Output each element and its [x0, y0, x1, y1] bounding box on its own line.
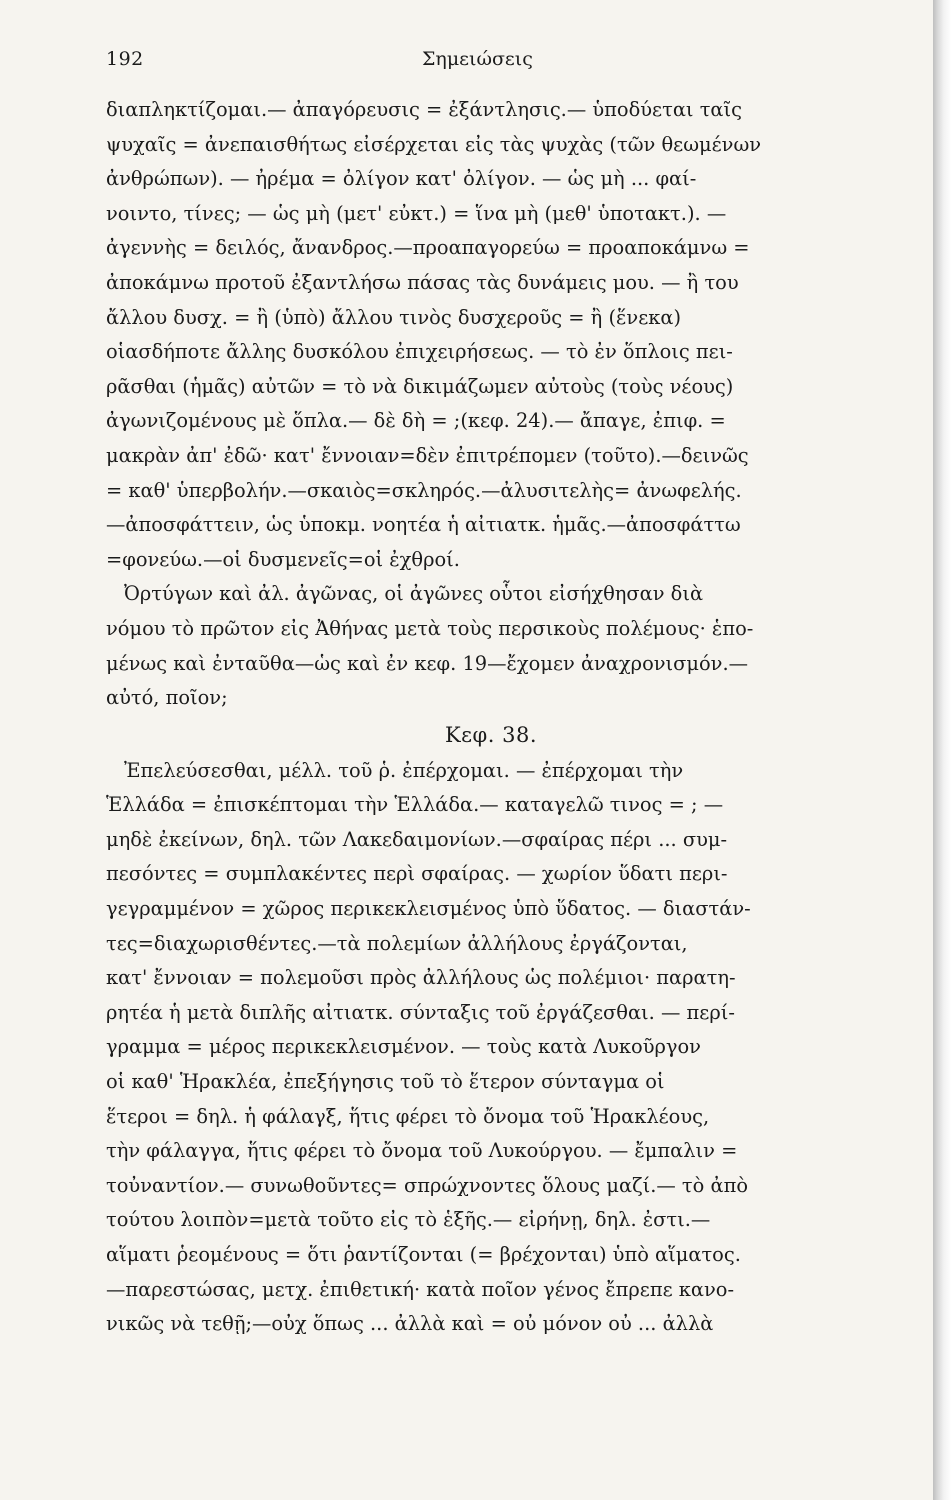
- text-line: μακρὰν ἀπ' ἐδῶ· κατ' ἔννοιαν=δὲν ἐπιτρέπομεν (τοῦτο).—δεινῶς: [106, 443, 749, 467]
- paragraph-start-line: Ἐπελεύσεσθαι, μέλλ. τοῦ ῥ. ἐπέρχομαι. — ἐπέρχομαι τὴν: [124, 758, 684, 782]
- text-line: γεγραμμένον = χῶρος περικεκλεισμένος ὑπὸ ὕδατος. — διαστάν-: [106, 897, 751, 921]
- page-header: [106, 48, 876, 82]
- page-edge-shadow: [933, 0, 951, 1500]
- page-body: [106, 93, 876, 1342]
- text-line: ἀγωνιζομένους μὲ ὅπλα.— δὲ δὴ = ;(κεφ. 24).— ἄπαγε, ἐπιφ. =: [106, 409, 726, 433]
- text-line: ἕτεροι = δηλ. ἡ φάλαγξ, ἥτις φέρει τὸ ὄνομα τοῦ Ἡρακλέους,: [106, 1104, 710, 1128]
- text-line: τὴν φάλαγγα, ἥτις φέρει τὸ ὄνομα τοῦ Λυκούργου. — ἔμπαλιν =: [106, 1139, 738, 1163]
- text-line: νοιντο, τίνες; — ὡς μὴ (μετ' εὐκτ.) = ἵνα μὴ (μεθ' ὑποτακτ.). —: [106, 201, 727, 225]
- text-line: ἀποκάμνω προτοῦ ἐξαντλήσω πάσας τὰς δυνάμεις μου. — ἢ του: [106, 270, 739, 294]
- text-line: διαπληκτίζομαι.— ἀπαγόρευσις = ἐξάντλησις.— ὑποδύεται ταῖς: [106, 98, 742, 121]
- text-line: ρᾶσθαι (ἡμᾶς) αὐτῶν = τὸ νὰ δικιμάζωμεν αὐτοὺς (τοὺς νέους): [106, 374, 734, 398]
- text-line: ρητέα ἡ μετὰ διπλῆς αἰτιατκ. σύνταξις τοῦ ἐργάζεσθαι. — περί-: [106, 1000, 735, 1024]
- text-line: νόμου τὸ πρῶτον εἰς Ἀθήνας μετὰ τοὺς περσικοὺς πολέμους· ἑπο-: [106, 616, 754, 640]
- text-line: οἱασδήποτε ἄλλης δυσκόλου ἐπιχειρήσεως. — τὸ ἐν ὅπλοις πει-: [106, 340, 733, 364]
- chapter-heading: Κεφ. 38.: [444, 722, 538, 747]
- text-line: τες=διαχωρισθέντες.—τὰ πολεμίων ἀλλήλους ἐργάζονται,: [106, 931, 688, 955]
- text-line: τοὐναντίον.— συνωθοῦντες= σπρώχνοντες ὅλους μαζί.— τὸ ἀπὸ: [106, 1173, 749, 1197]
- text-line: =φονεύω.—οἱ δυσμενεῖς=οἱ ἐχθροί.: [106, 547, 460, 571]
- paragraph-start-line: Ὀρτύγων καὶ ἀλ. ἀγῶνας, οἱ ἀγῶνες οὗτοι εἰσήχθησαν διὰ: [124, 582, 704, 606]
- text-line: αἵματι ῥεομένους = ὅτι ῥαντίζονται (= βρέχονται) ὑπὸ αἵματος.: [106, 1243, 741, 1266]
- text-line: ἀγεννὴς = δειλός, ἄνανδρος.—προαπαγορεύω = προαποκάμνω =: [106, 236, 750, 260]
- text-line: —ἀποσφάττειν, ὡς ὑποκμ. νοητέα ἡ αἰτιατκ. ἡμᾶς.—ἀποσφάττω: [106, 513, 741, 537]
- page-number: 192: [106, 48, 144, 70]
- text-line: Ἑλλάδα = ἐπισκέπτομαι τὴν Ἑλλάδα.— καταγελῶ τινος = ; —: [106, 793, 724, 817]
- text-line: = καθ' ὑπερβολήν.—σκαιὸς=σκληρός.—ἀλυσιτελὴς= ἀνωφελής.: [106, 478, 742, 502]
- text-line: τούτου λοιπὸν=μετὰ τοῦτο εἰς τὸ ἑξῆς.— εἰρήνῃ, δηλ. ἐστι.—: [106, 1208, 711, 1232]
- text-line: αὐτό, ποῖον;: [106, 686, 228, 710]
- text-line: —παρεστώσας, μετχ. ἐπιθετική· κατὰ ποῖον γένος ἔπρεπε κανο-: [106, 1277, 735, 1301]
- text-line: οἱ καθ' Ἡρακλέα, ἐπεξήγησις τοῦ τὸ ἕτερον σύνταγμα οἱ: [106, 1070, 665, 1094]
- text-line: μηδὲ ἐκείνων, δηλ. τῶν Λακεδαιμονίων.—σφαίρας πέρι ... συμ-: [106, 827, 728, 851]
- text-line: κατ' ἔννοιαν = πολεμοῦσι πρὸς ἀλλήλους ὡς πολέμιοι· παρατη-: [106, 966, 736, 990]
- text-line: μένως καὶ ἐνταῦθα—ὡς καὶ ἐν κεφ. 19—ἔχομεν ἀναχρονισμόν.—: [106, 651, 748, 675]
- text-line: γραμμα = μέρος περικεκλεισμένον. — τοὺς κατὰ Λυκοῦργον: [106, 1035, 701, 1059]
- text-line: ἄλλου δυσχ. = ἢ (ὑπὸ) ἄλλου τινὸς δυσχεροῦς = ἢ (ἕνεκα): [106, 305, 682, 329]
- text-line: ψυχαῖς = ἀνεπαισθήτως εἰσέρχεται εἰς τὰς ψυχὰς (τῶν θεωμένων: [106, 132, 762, 156]
- text-line: πεσόντες = συμπλακέντες περὶ σφαίρας. — χωρίον ὕδατι περι-: [106, 862, 728, 886]
- running-head: Σημειώσεις: [422, 48, 533, 70]
- text-line: ἀνθρώπων). — ἠρέμα = ὀλίγον κατ' ὀλίγον. — ὡς μὴ ... φαί-: [106, 167, 697, 191]
- text-line: νικῶς νὰ τεθῇ;—οὐχ ὅπως ... ἀλλὰ καὶ = οὐ μόνον οὐ ... ἀλλὰ: [106, 1312, 714, 1336]
